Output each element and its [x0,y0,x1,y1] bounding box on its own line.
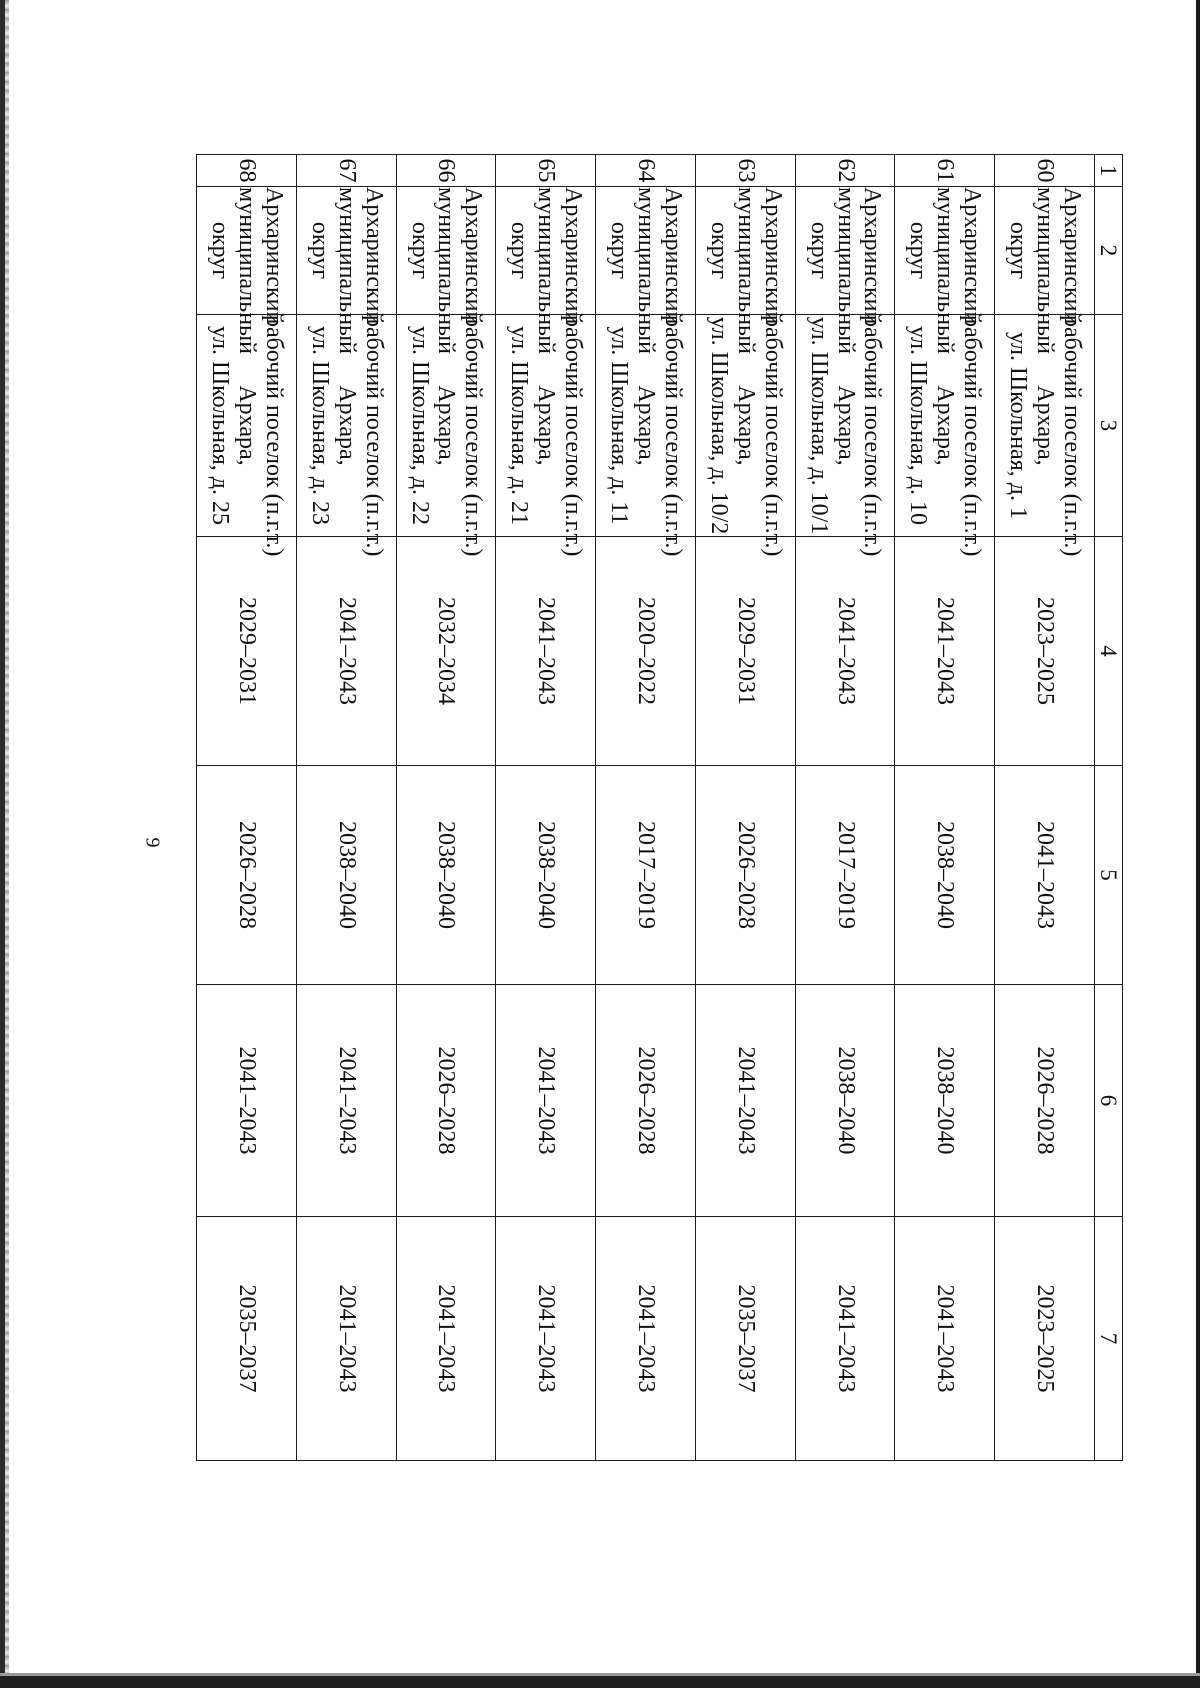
period-cell-6: 2038–2040 [795,985,895,1217]
district-cell-line: Архаринский [460,187,487,325]
period-cell-4: 2032–2034 [396,537,496,766]
period-cell-4: 2029–2031 [197,537,297,766]
address-cell-line: рабочий поселок (п.г.т.) [360,315,387,557]
row-number: 65 [496,155,596,187]
address-cell-line: Архара, [433,385,460,466]
address-cell-line: ул. Школьная, д. 10/2 [705,316,732,535]
period-cell-7: 2041–2043 [396,1217,496,1461]
district-cell-line: Архаринский [759,187,786,325]
period-cell-4: 2041–2043 [795,537,895,766]
district-cell-line: муниципальный [732,187,759,355]
address-cell-line: рабочий поселок (п.г.т.) [859,315,886,557]
district-cell-line: Архаринский [659,187,686,325]
period-cell-4: 2020–2022 [596,537,696,766]
district-cell-line: Архаринский [1058,187,1085,325]
district-cell-line: муниципальный [233,187,260,355]
district-cell [496,187,596,355]
table-row [695,155,795,1461]
period-cell-5: 2026–2028 [695,766,795,985]
period-cell-7: 2041–2043 [296,1217,396,1461]
table-container [196,154,1123,1460]
district-cell-line: Архаринский [959,187,986,325]
district-cell-line: округ [905,221,932,280]
row-number: 68 [197,155,297,187]
address-cell-line: Архара, [533,385,560,466]
table-row [895,155,995,1461]
address-cell-line: ул. Школьная, д. 21 [506,326,533,525]
row-number: 64 [596,155,696,187]
address-cell-line: ул. Школьная, д. 25 [207,326,233,525]
period-cell-7: 2035–2037 [695,1217,795,1461]
address-cell-line: Архара, [932,385,959,466]
address-cell-line: ул. Школьная, д. 10/1 [805,316,832,535]
address-cell-line: Архара, [732,385,759,466]
district-cell-line: Архаринский [360,187,387,325]
period-cell-7: 2023–2025 [995,1217,1095,1461]
period-cell-4: 2041–2043 [895,537,995,766]
district-cell [795,187,895,355]
district-cell-line: муниципальный [333,187,360,355]
period-cell-7: 2041–2043 [496,1217,596,1461]
address-cell-line: Архара, [633,385,659,466]
row-number: 67 [296,155,396,187]
district-cell-line: муниципальный [932,187,959,355]
district-cell-line: округ [506,221,533,280]
district-cell-line: округ [306,221,333,280]
schedule-table [196,154,1123,1461]
table-row [296,155,396,1461]
address-cell-line: ул. Школьная, д. 22 [406,326,433,525]
period-cell-5: 2038–2040 [895,766,995,985]
district-cell [695,187,795,355]
period-cell-7: 2041–2043 [895,1217,995,1461]
district-cell-line: муниципальный [633,187,659,355]
district-cell-line: округ [207,221,233,280]
period-cell-4: 2041–2043 [296,537,396,766]
header-row [1095,155,1123,1461]
table-row [396,155,496,1461]
district-cell-line: округ [705,221,732,280]
scan-edge-left-noise [5,0,9,1688]
period-cell-6: 2026–2028 [995,985,1095,1217]
period-cell-5: 2038–2040 [496,766,596,985]
period-cell-5: 2026–2028 [197,766,297,985]
row-number: 62 [795,155,895,187]
address-cell-line: рабочий поселок (п.г.т.) [260,315,287,557]
period-cell-6: 2038–2040 [895,985,995,1217]
period-cell-5: 2017–2019 [795,766,895,985]
district-cell-line: муниципальный [1032,187,1059,355]
period-cell-5: 2017–2019 [596,766,696,985]
period-cell-4: 2041–2043 [496,537,596,766]
period-cell-6: 2026–2028 [396,985,496,1217]
district-cell-line: Архаринский [560,187,587,325]
address-cell-line: Архара, [333,385,360,466]
district-cell [197,187,297,355]
district-cell-line: округ [406,221,433,280]
address-cell-line: Архара, [233,385,260,466]
period-cell-7: 2041–2043 [596,1217,696,1461]
column-header-7: 7 [1095,1217,1123,1461]
address-cell-line: рабочий поселок (п.г.т.) [1058,315,1085,557]
district-cell [296,187,396,355]
period-cell-7: 2035–2037 [197,1217,297,1461]
address-cell-line: ул. Школьная, д. 10 [905,326,932,525]
column-header-4: 4 [1095,537,1123,766]
district-cell-line: муниципальный [433,187,460,355]
period-cell-6: 2041–2043 [296,985,396,1217]
period-cell-4: 2029–2031 [695,537,795,766]
address-cell-line: рабочий поселок (п.г.т.) [659,315,686,557]
column-header-1: 1 [1095,155,1123,187]
table-row [496,155,596,1461]
district-cell [895,187,995,355]
period-cell-6: 2041–2043 [496,985,596,1217]
period-cell-5: 2041–2043 [995,766,1095,985]
period-cell-7: 2041–2043 [795,1217,895,1461]
scan-edge-right [1196,0,1200,1688]
district-cell-line: Архаринский [260,187,287,325]
district-cell-line: округ [1005,221,1032,280]
address-cell-line: рабочий поселок (п.г.т.) [560,315,587,557]
column-header-3: 3 [1095,315,1123,537]
period-cell-5: 2038–2040 [396,766,496,985]
district-cell-line: муниципальный [533,187,560,355]
address-cell-line: рабочий поселок (п.г.т.) [959,315,986,557]
row-number: 61 [895,155,995,187]
district-cell-line: Архаринский [859,187,886,325]
period-cell-6: 2041–2043 [197,985,297,1217]
district-cell-line: округ [805,221,832,280]
district-cell [396,187,496,355]
period-cell-5: 2038–2040 [296,766,396,985]
table-row [795,155,895,1461]
row-number: 60 [995,155,1095,187]
scan-edge-bottom [0,1676,1200,1688]
address-cell-line: Архара, [832,385,859,466]
address-cell-line: ул. Школьная, д. 1 [1005,332,1032,519]
table-row [995,155,1095,1461]
row-number: 63 [695,155,795,187]
address-cell-line: ул. Школьная, д. 11 [606,326,633,525]
table-row [596,155,696,1461]
row-number: 66 [396,155,496,187]
address-cell-line: ул. Школьная, д. 23 [306,326,333,525]
table-row [197,155,297,1461]
district-cell-line: округ [606,221,633,280]
period-cell-6: 2026–2028 [596,985,696,1217]
address-cell-line: Архара, [1032,385,1059,466]
period-cell-6: 2041–2043 [695,985,795,1217]
period-cell-4: 2023–2025 [995,537,1095,766]
district-cell [995,187,1095,355]
address-cell-line: рабочий поселок (п.г.т.) [460,315,487,557]
district-cell-line: муниципальный [832,187,859,355]
address-cell-line: рабочий поселок (п.г.т.) [759,315,786,557]
column-header-6: 6 [1095,985,1123,1217]
column-header-2: 2 [1095,187,1123,315]
district-cell [596,187,696,355]
column-header-5: 5 [1095,766,1123,985]
page-number: 9 [141,837,164,848]
